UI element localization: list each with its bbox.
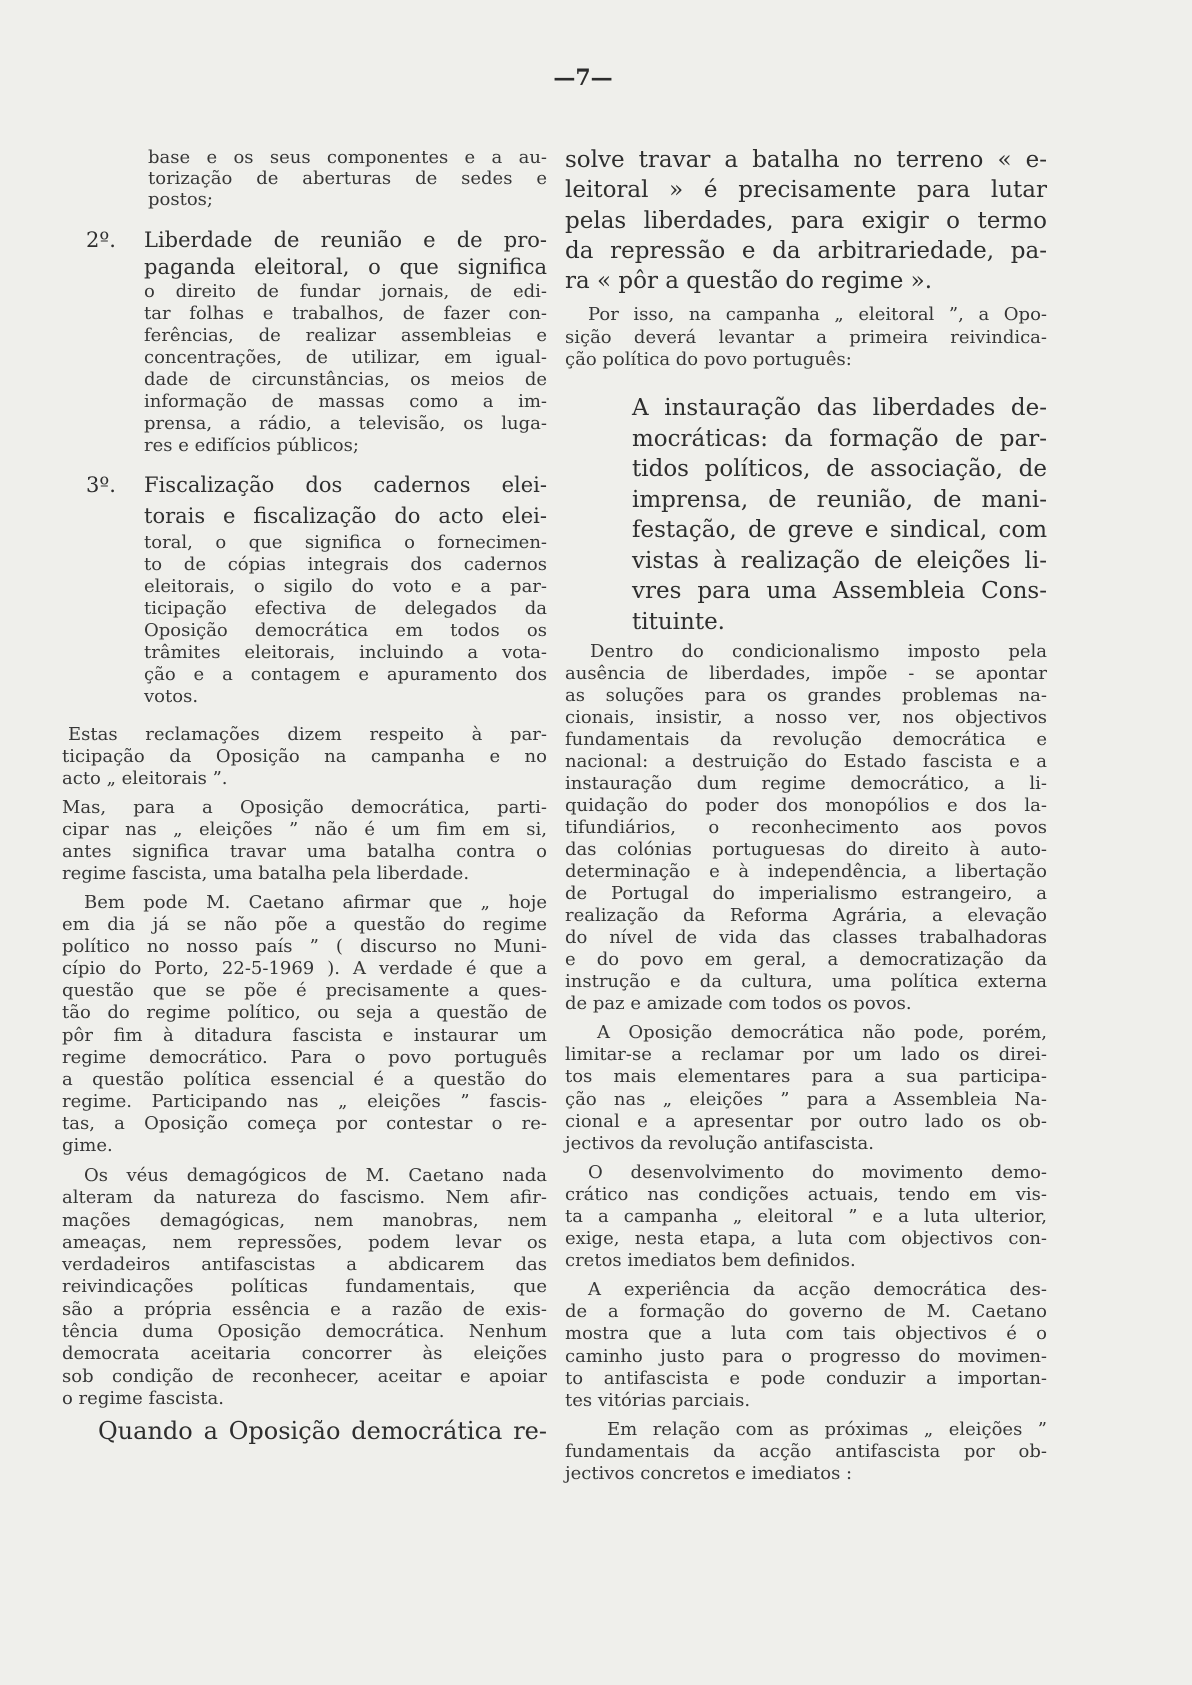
- text-line: acto „ eleitorais ”.: [62, 768, 228, 789]
- text-line: Quando a Oposição democrática re-: [98, 1417, 547, 1445]
- demand-statement: [632, 393, 1047, 637]
- text-line: trâmites eleitorais, incluindo a vota-: [144, 642, 547, 663]
- paragraph: [62, 797, 547, 885]
- text-line: prensa, a rádio, a televisão, os luga-: [144, 413, 547, 434]
- text-line: tão do regime político, ou seja a questão de: [62, 1002, 547, 1024]
- list-item-2: [144, 227, 547, 457]
- text-line: determinação e à independência, a libertação: [565, 861, 1047, 882]
- text-line: instauração dum regime democrático, a li-: [565, 773, 1047, 794]
- text-line: limitar-se a reclamar por um lado os direi-: [565, 1044, 1047, 1066]
- text-line: cipar nas „ eleições ” não é um fim em si,: [62, 819, 547, 840]
- text-line: sob condição de reconhecer, aceitar e apoiar: [62, 1365, 547, 1387]
- text-line: leitoral » é precisamente para lutar: [565, 177, 1047, 204]
- text-line: ameaças, nem repressões, podem levar os: [62, 1231, 547, 1253]
- text-line: ta a campanha „ eleitoral ” e a luta ulterior,: [565, 1206, 1047, 1227]
- text-line: o regime fascista.: [62, 1387, 224, 1409]
- text-line: regime. Participando nas „ eleições ” fascis-: [62, 1090, 547, 1112]
- text-line: exige, nesta etapa, a luta com objectivos con-: [565, 1228, 1047, 1249]
- paragraph: [62, 1165, 547, 1410]
- text-line: Liberdade de reunião e de pro-: [144, 228, 547, 252]
- text-line: ferências, de realizar assembleias e: [144, 325, 547, 346]
- text-line: pelas liberdades, para exigir o termo: [565, 207, 1047, 234]
- text-line: festação, de greve e sindical, com: [632, 517, 1047, 543]
- text-line: Mas, para a Oposição democrática, parti-: [62, 797, 547, 818]
- text-line: regime democrático. Para o povo português: [62, 1046, 547, 1068]
- text-line: das colónias portuguesas do direito à auto-: [565, 839, 1047, 860]
- text-line: torização de aberturas de sedes e: [148, 168, 547, 189]
- text-line: são a própria essência e a razão de exis-: [62, 1298, 547, 1320]
- text-line: reivindicações políticas fundamentais, que: [62, 1276, 547, 1298]
- text-line: jectivos concretos e imediatos :: [565, 1463, 853, 1484]
- text-line: tência duma Oposição democrática. Nenhum: [62, 1321, 547, 1343]
- text-line: paganda eleitoral, o que significa: [144, 255, 547, 279]
- text-line: cípio do Porto, 22-5-1969 ). A verdade é que a: [62, 958, 547, 980]
- text-line: caminho justo para o progresso do movimen-: [565, 1345, 1047, 1367]
- text-line: tituinte.: [632, 608, 725, 635]
- text-line: tas, a Oposição começa por contestar o re-: [62, 1112, 547, 1134]
- text-line: instrução e da cultura, uma política externa: [565, 971, 1047, 992]
- text-line: verdadeiros antifascistas a abdicarem das: [62, 1254, 547, 1276]
- text-line: fundamentais da revolução democrática e: [565, 729, 1047, 750]
- text-line: base e os seus componentes e a au-: [148, 147, 547, 168]
- paragraph: [565, 1162, 1047, 1272]
- list-number: 3º.: [86, 473, 116, 497]
- text-line: Estas reclamações dizem respeito à par-: [68, 724, 547, 745]
- text-line: ção nas „ eleições ” para a Assembleia Na-: [565, 1088, 1047, 1110]
- text-line: O desenvolvimento do movimento demo-: [588, 1162, 1047, 1183]
- text-line: tifundiários, o reconhecimento aos povos: [565, 817, 1047, 838]
- text-line: Em relação com as próximas „ eleições ”: [607, 1419, 1047, 1440]
- text-line: ausência de liberdades, impõe - se apontar: [565, 663, 1047, 684]
- text-line: Dentro do condicionalismo imposto pela: [590, 641, 1047, 662]
- text-line: sição deverá levantar a primeira reivindica-: [565, 326, 1047, 348]
- text-line: postos;: [148, 189, 213, 210]
- text-line: democrata aceitaria concorrer às eleições: [62, 1343, 547, 1365]
- text-line: do nível de vida das classes trabalhadoras: [565, 927, 1047, 948]
- text-line: de Portugal do imperialismo estrangeiro, a: [565, 883, 1047, 904]
- text-line: imprensa, de reunião, de mani-: [632, 486, 1047, 513]
- text-line: e do povo em geral, a democratização da: [565, 949, 1047, 970]
- text-line: crático nas condições actuais, tendo em vis-: [565, 1184, 1047, 1205]
- text-line: concentrações, de utilizar, em igual-: [144, 347, 547, 368]
- text-line: de paz e amizade com todos os povos.: [565, 993, 912, 1014]
- text-line: jectivos da revolução antifascista.: [565, 1132, 874, 1154]
- text-line: tos mais elementares para a sua participa-: [565, 1066, 1047, 1088]
- text-line: tes vitórias parciais.: [565, 1389, 751, 1411]
- text-line: as soluções para os grandes problemas na-: [565, 685, 1047, 706]
- text-line: ção política do povo português:: [565, 349, 852, 370]
- text-line: Oposição democrática em todos os: [144, 620, 547, 641]
- paragraph: [565, 1279, 1047, 1412]
- text-line: da repressão e da arbitrariedade, pa-: [565, 237, 1047, 264]
- text-line: de a formação do governo de M. Caetano: [565, 1301, 1047, 1323]
- text-line: o direito de fundar jornais, de edi-: [144, 281, 547, 302]
- text-line: político no nosso país ” ( discurso no Muni-: [62, 936, 547, 958]
- text-line: tar folhas e trabalhos, de fazer con-: [144, 303, 547, 324]
- text-line: dade de circunstâncias, os meios de: [144, 369, 547, 390]
- text-line: realização da Reforma Agrária, a elevação: [565, 905, 1047, 926]
- text-line: Bem pode M. Caetano afirmar que „ hoje: [84, 892, 547, 913]
- text-line: ra « pôr a questão do regime ».: [565, 268, 933, 294]
- text-line: A experiência da acção democrática des-: [588, 1279, 1047, 1300]
- text-line: fundamentais da acção antifascista por ob-: [565, 1441, 1047, 1462]
- text-line: mocráticas: da formação de par-: [632, 425, 1047, 452]
- text-line: ticipação efectiva de delegados da: [144, 598, 547, 619]
- text-line: mostra que a luta com tais objectivos é o: [565, 1323, 1047, 1345]
- text-line: pôr fim à ditadura fascista e instaurar um: [62, 1024, 547, 1046]
- text-line: vres para uma Assembleia Cons-: [632, 578, 1047, 604]
- text-line: questão que se põe é precisamente a ques-: [62, 980, 547, 1002]
- text-line: ticipação da Oposição na campanha e no: [62, 746, 547, 767]
- text-line: to antifascista e pode conduzir a importan-: [565, 1367, 1047, 1389]
- paragraph: [62, 892, 547, 1157]
- text-line: em dia já se não põe a questão do regime: [62, 914, 547, 936]
- paragraph-large: [565, 145, 1047, 296]
- text-line: solve travar a batalha no terreno « e-: [565, 147, 1047, 173]
- text-line: votos.: [144, 686, 199, 707]
- text-line: Os véus demagógicos de M. Caetano nada: [84, 1165, 547, 1186]
- paragraph: [565, 1419, 1047, 1485]
- list-number: 2º.: [86, 228, 116, 252]
- text-line: vistas à realização de eleições li-: [632, 547, 1047, 574]
- text-line: cretos imediatos bem definidos.: [565, 1250, 856, 1271]
- text-line: alteram da natureza do fascismo. Nem afir-: [62, 1187, 547, 1209]
- text-line: torais e fiscalização do acto elei-: [144, 504, 547, 528]
- text-line: cional e a apresentar por outro lado os ob-: [565, 1110, 1047, 1132]
- paragraph: [565, 1022, 1047, 1155]
- text-line: quidação do poder dos monopólios e dos la-: [565, 795, 1047, 816]
- text-line: A Oposição democrática não pode, porém,: [597, 1022, 1047, 1043]
- text-line: to de cópias integrais dos cadernos: [144, 554, 547, 575]
- text-line: gime.: [62, 1135, 113, 1157]
- text-line: mações demagógicas, nem manobras, nem: [62, 1209, 547, 1231]
- text-line: informação de massas como a im-: [144, 391, 547, 412]
- list-item-1-continuation: [148, 147, 547, 210]
- text-line: nacional: a destruição do Estado fascista e a: [565, 751, 1047, 772]
- list-item-3: [144, 470, 547, 708]
- text-line: eleitorais, o sigilo do voto e a par-: [144, 576, 547, 597]
- text-line: regime fascista, uma batalha pela liberdade.: [62, 863, 470, 884]
- paragraph-large: [98, 1415, 547, 1447]
- text-line: A instauração das liberdades de-: [632, 395, 1047, 421]
- text-line: res e edifícios públicos;: [144, 435, 359, 456]
- text-line: a questão política essencial é a questão do: [62, 1068, 547, 1090]
- text-line: cionais, insistir, a nosso ver, nos objectivos: [565, 707, 1047, 728]
- paragraph: [565, 641, 1047, 1015]
- text-line: antes significa travar uma batalha contra o: [62, 841, 547, 862]
- text-line: tidos políticos, de associação, de: [632, 456, 1047, 482]
- paragraph: [565, 304, 1047, 372]
- text-line: Fiscalização dos cadernos elei-: [144, 473, 547, 497]
- text-line: ção e a contagem e apuramento dos: [144, 664, 547, 685]
- page-number: —7—: [553, 65, 613, 91]
- text-line: Por isso, na campanha „ eleitoral ”, a Opo-: [588, 304, 1047, 325]
- paragraph: [62, 724, 547, 790]
- text-line: toral, o que significa o fornecimen-: [144, 532, 547, 553]
